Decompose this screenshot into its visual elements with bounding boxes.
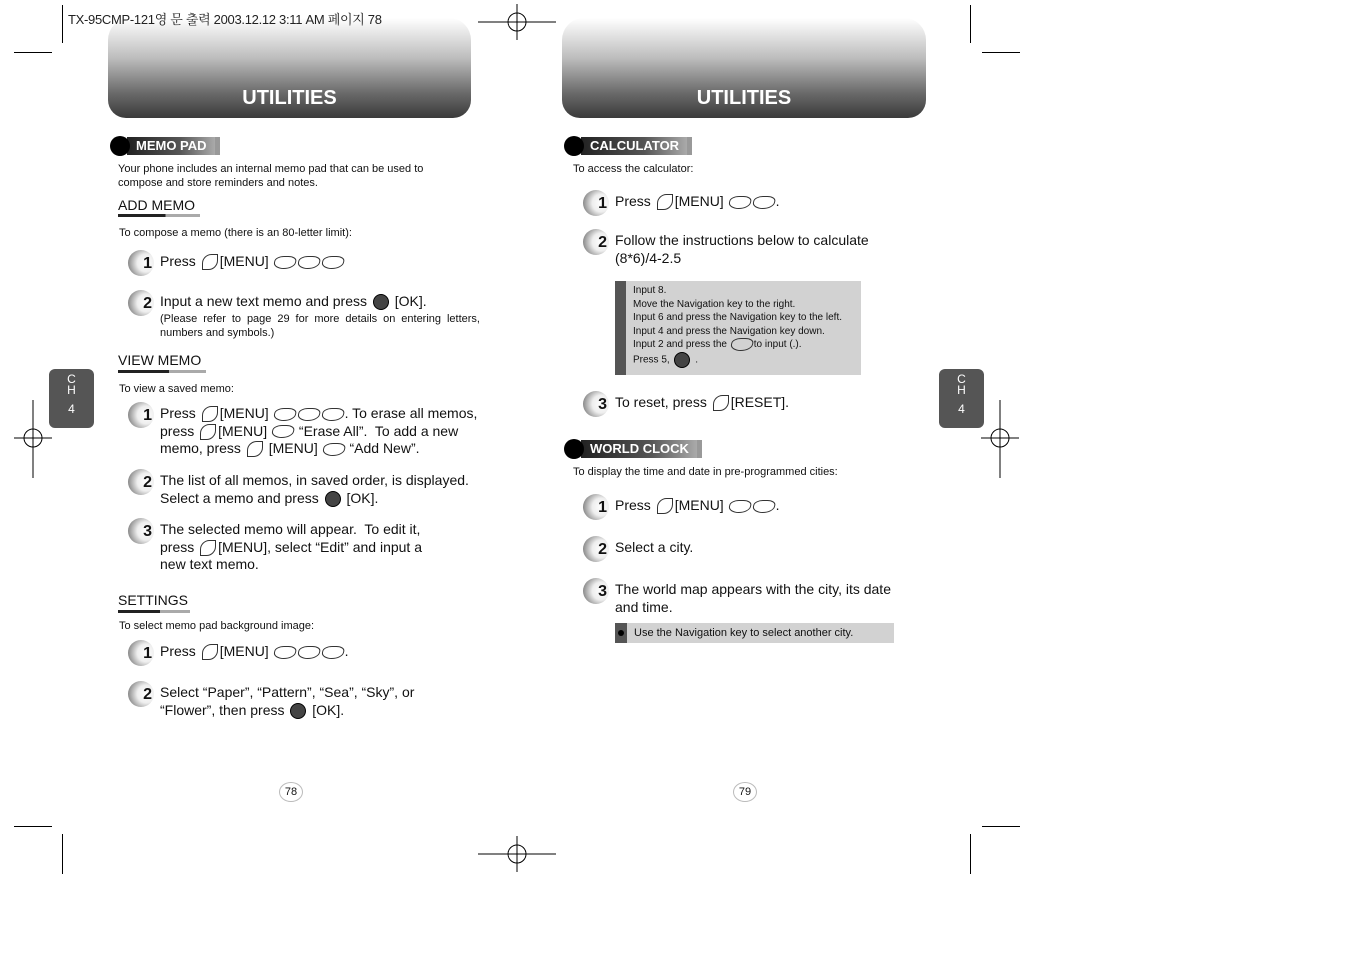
- step-line: [160, 539, 422, 557]
- step-text: Move the Navigation key to the right.: [633, 298, 796, 310]
- instruction-line: [633, 325, 861, 339]
- crop-mark: [14, 826, 52, 827]
- step-text: memo, press: [160, 440, 245, 456]
- step-text: [OK].: [390, 293, 427, 309]
- step-text: [OK].: [308, 701, 345, 718]
- number-key-icon: [727, 196, 752, 209]
- page-header: [108, 18, 471, 118]
- step-text: .: [344, 643, 349, 659]
- print-slug: TX-95CMP-121영 문 출력 2003.12.12 3:11 AM 페이지 78: [68, 12, 382, 27]
- step-line: [160, 293, 427, 311]
- step-text: [MENU]: [264, 440, 322, 456]
- step-line: [615, 394, 789, 412]
- step-number: 2: [583, 229, 609, 255]
- step-text: Select “Paper”, “Pattern”, “Sea”, “Sky”, or: [160, 684, 415, 700]
- instruction-line: [633, 284, 861, 298]
- instruction-line: [633, 352, 861, 368]
- registration-mark-icon: [478, 4, 556, 40]
- step-text: “Add New”.: [345, 440, 420, 456]
- step-text: [MENU]: [219, 643, 273, 659]
- number-key-icon: [751, 500, 776, 513]
- step-line: [160, 490, 378, 508]
- step-line: [160, 472, 469, 490]
- step-text: .: [775, 497, 780, 513]
- heading-underline: [118, 214, 200, 217]
- registration-mark-icon: [478, 836, 556, 872]
- step-line: [615, 539, 693, 557]
- step-text: new text memo.: [160, 556, 259, 572]
- number-key-icon: [296, 646, 321, 659]
- step-text: Press: [160, 253, 200, 269]
- number-key-icon: [320, 256, 345, 269]
- bullet-icon: [615, 623, 627, 643]
- step-line: [615, 250, 681, 268]
- step-text: [OK].: [342, 489, 379, 506]
- number-key-icon: [272, 646, 297, 659]
- step-text: [MENU]: [219, 405, 273, 421]
- number-key-icon: [272, 256, 297, 269]
- step-line: [160, 405, 477, 423]
- menu-softkey-icon: [247, 441, 263, 457]
- number-key-icon: [751, 196, 776, 209]
- step-text: Follow the instructions below to calculate: [615, 232, 869, 248]
- step-line: [160, 684, 414, 702]
- step-line: [615, 581, 891, 599]
- step-text: [MENU]: [674, 193, 728, 209]
- step-line: [160, 423, 458, 441]
- step-text: Press: [160, 405, 200, 421]
- add-memo-note: (Please refer to page 29 for more details on entering letters, numbers and symbols.): [160, 313, 480, 339]
- number-key-icon: [320, 646, 345, 659]
- step-text: press: [160, 538, 199, 555]
- step-text: [RESET].: [730, 394, 790, 410]
- step-text: Input a new text memo and press: [160, 293, 371, 309]
- ok-key-icon: [325, 491, 341, 507]
- step-text: [MENU], select “Edit” and input a: [218, 538, 422, 555]
- step-number: 3: [583, 578, 609, 604]
- instruction-line: [633, 298, 861, 312]
- ok-key-icon: [290, 703, 306, 719]
- step-text: The world map appears with the city, its date: [615, 581, 891, 597]
- step-text: Press: [160, 643, 200, 659]
- tip-box: [615, 623, 894, 643]
- number-key-icon: [727, 500, 752, 513]
- section-badge: [110, 137, 220, 155]
- crop-mark: [982, 52, 1020, 53]
- step-text: The selected memo will appear. To edit it,: [160, 521, 421, 537]
- step-number: 1: [128, 250, 154, 276]
- step-line: [615, 497, 779, 515]
- crop-mark: [970, 834, 971, 874]
- step-line: [615, 232, 869, 250]
- step-number: 1: [583, 190, 609, 216]
- number-key-icon: [729, 338, 754, 351]
- instruction-line: [633, 311, 861, 325]
- step-number: 2: [128, 681, 154, 707]
- menu-softkey-icon: [202, 254, 218, 270]
- step-text: and time.: [615, 598, 673, 615]
- step-number: 2: [128, 469, 154, 495]
- instruction-line: [633, 338, 861, 352]
- step-text: Input 2 and press the: [633, 339, 730, 351]
- number-key-icon: [271, 425, 296, 438]
- settings-heading: SETTINGS: [118, 592, 189, 608]
- crop-mark: [14, 52, 52, 53]
- step-text: to input (.).: [753, 339, 802, 351]
- step-text: . To erase all memos,: [344, 405, 478, 421]
- calculator-desc: To access the calculator:: [573, 163, 694, 175]
- step-text: To reset, press: [615, 394, 711, 410]
- menu-softkey-icon: [657, 498, 673, 514]
- section-title: WORLD CLOCK: [581, 440, 702, 458]
- instruction-box: [615, 281, 861, 375]
- step-number: 1: [128, 640, 154, 666]
- step-text: Press 5,: [633, 354, 673, 366]
- page-header: [562, 18, 926, 118]
- menu-softkey-icon: [202, 406, 218, 422]
- section-badge: [564, 137, 692, 155]
- section-badge: [564, 440, 702, 458]
- menu-softkey-icon: [200, 540, 216, 556]
- step-text: Press: [615, 497, 655, 513]
- step-text: The list of all memos, in saved order, is displayed.: [160, 472, 469, 488]
- step-text: .: [692, 354, 699, 366]
- step-number: 3: [583, 391, 609, 417]
- step-line: [160, 521, 420, 539]
- number-key-icon: [296, 256, 321, 269]
- step-text: Input 8.: [633, 285, 667, 296]
- crop-mark: [62, 5, 63, 43]
- number-key-icon: [321, 443, 346, 456]
- step-text: Press: [615, 193, 655, 209]
- step-text: [MENU]: [218, 422, 272, 439]
- step-line: [160, 643, 348, 661]
- heading-underline: [118, 370, 206, 373]
- settings-desc: To select memo pad background image:: [119, 620, 315, 632]
- number-key-icon: [296, 408, 321, 421]
- registration-mark-icon: [981, 400, 1019, 478]
- step-number: 1: [583, 494, 609, 520]
- step-text: [MENU]: [674, 497, 728, 513]
- heading-underline: [118, 610, 190, 613]
- step-line: [160, 253, 345, 271]
- section-title: MEMO PAD: [127, 137, 220, 155]
- number-key-icon: [320, 408, 345, 421]
- crop-mark: [982, 826, 1020, 827]
- number-key-icon: [272, 408, 297, 421]
- page-title: UTILITIES: [242, 87, 337, 109]
- view-memo-desc: To view a saved memo:: [119, 383, 234, 395]
- ok-key-icon: [373, 294, 389, 310]
- step-text: “Flower”, then press: [160, 701, 289, 718]
- menu-softkey-icon: [202, 644, 218, 660]
- step-text: [MENU]: [219, 253, 273, 269]
- step-text: Select a city.: [615, 539, 694, 555]
- step-text: press: [160, 422, 199, 439]
- step-text: “Erase All”. To add a new: [295, 422, 459, 439]
- page-number: 78: [279, 782, 303, 802]
- step-line: [160, 702, 344, 720]
- page-number: 79: [733, 782, 757, 802]
- step-number: 2: [128, 290, 154, 316]
- step-number: 2: [583, 536, 609, 562]
- intro-text: Your phone includes an internal memo pad that can be used to compose and store reminders and notes.: [118, 163, 424, 189]
- step-text: .: [775, 193, 780, 209]
- step-text: (8*6)/4-2.5: [615, 249, 682, 266]
- menu-softkey-icon: [200, 424, 216, 440]
- ok-key-icon: [674, 352, 690, 368]
- chapter-tab[interactable]: C H 4: [939, 369, 984, 428]
- view-memo-heading: VIEW MEMO: [118, 352, 202, 368]
- add-memo-heading: ADD MEMO: [118, 197, 195, 213]
- registration-mark-icon: [14, 400, 52, 478]
- world-clock-desc: To display the time and date in pre-programmed cities:: [573, 466, 838, 478]
- step-line: [160, 556, 259, 574]
- step-line: [615, 193, 779, 211]
- step-text: Input 6 and press the Navigation key to the left.: [633, 312, 843, 324]
- step-text: Select a memo and press: [160, 489, 323, 506]
- step-number: 3: [128, 518, 154, 544]
- page-title: UTILITIES: [696, 87, 792, 109]
- crop-mark: [62, 834, 63, 874]
- step-number: 1: [128, 402, 154, 428]
- add-memo-desc: To compose a memo (there is an 80-letter limit):: [119, 227, 352, 239]
- step-line: [615, 599, 673, 617]
- step-text: Input 4 and press the Navigation key down.: [633, 325, 825, 337]
- menu-softkey-icon: [657, 194, 673, 210]
- tip-text: Use the Navigation key to select another city.: [634, 627, 854, 639]
- step-line: [160, 440, 420, 458]
- section-title: CALCULATOR: [581, 137, 692, 155]
- menu-softkey-icon: [713, 395, 729, 411]
- crop-mark: [970, 5, 971, 43]
- chapter-tab[interactable]: C H 4: [49, 369, 94, 428]
